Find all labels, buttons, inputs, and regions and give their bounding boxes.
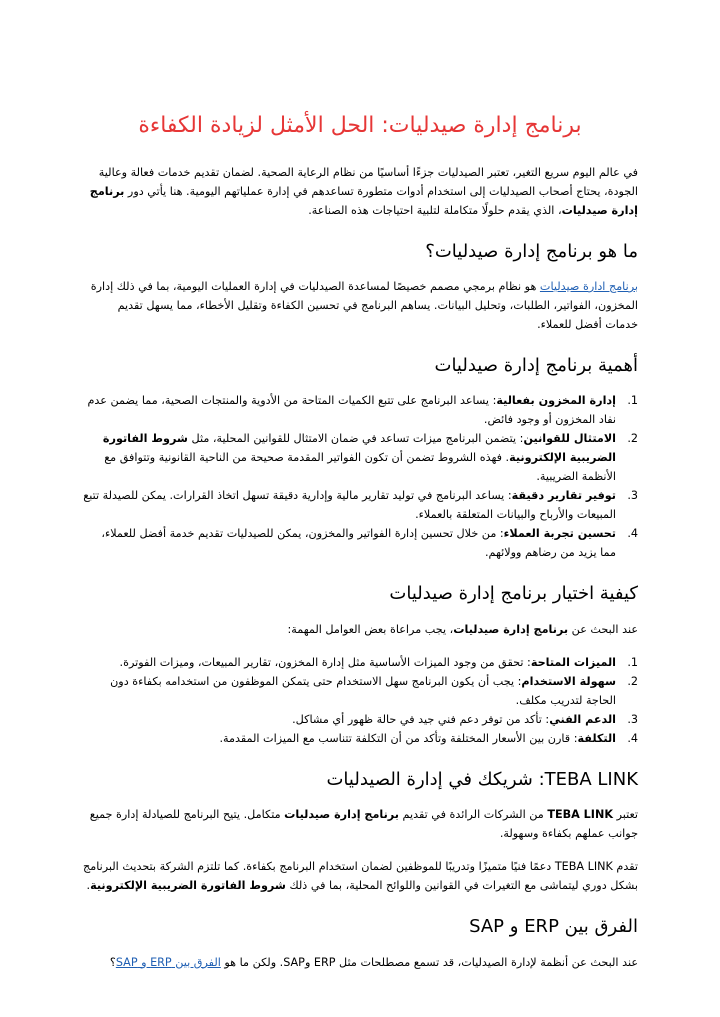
teba-text: تعتبر [616,808,638,822]
heading-teba-link: TEBA LINK: شريكك في إدارة الصيدليات [326,768,638,790]
list-number: 1. [627,394,638,408]
intro-bold-term: برنامج إدارة صيدليات [89,184,638,217]
erp-question-mark: ؟ [109,955,116,969]
heading-erp-vs-sap: الفرق بين ERP و SAP [469,916,638,938]
teba-brand-bold: TEBA LINK [547,808,613,822]
list-item [82,524,638,562]
importance-list [82,391,638,562]
list-item-bold: سهولة الاستخدام [521,674,616,688]
teba-text-end: . [86,879,91,893]
pharmacy-software-link[interactable]: برنامج ادارة صيدليات [539,279,638,293]
list-item [82,729,638,748]
list-item-text: : قارن بين الأسعار المختلفة وتأكد من أن التكلفة تتناسب مع الميزات المقدمة. [219,731,578,745]
choose-list [82,653,638,748]
list-item-bold: إدارة المخزون بفعالية [496,394,616,408]
heading-how-to-choose: كيفية اختيار برنامج إدارة صيدليات [389,583,638,605]
intro-text: في عالم اليوم سريع التغير، تعتبر الصيدليات جزءًا أساسيًا من نظام الرعاية الصحية. لضمان تقديم خدمات فعالة وعالية الجودة، يحتاج أصحاب الصيدليات إلى استخدام أدوات متطورة تساعدهم في إدارة عملياتهم اليومية. هنا يأتي دور [98,165,638,198]
list-number: 2. [627,674,638,688]
teba-paragraph-1 [82,805,638,843]
list-item-bold: تحسين تجربة العملاء [503,527,616,541]
document-title: برنامج إدارة صيدليات: الحل الأمثل لزيادة الكفاءة [138,113,582,138]
choose-intro [82,620,638,639]
list-item-bold: الامتثال للقوانين [523,432,616,446]
list-item [82,429,638,486]
teba-text: تقدم TEBA LINK دعمًا فنيًا متميزًا وتدريبًا للموظفين لضمان استخدام البرنامج بكفاءة. كما تلتزم الشركة بتحديث البرنامج بشكل دوري ليتماشى مع التغيرات في القوانين واللوائح المحلية، بما في ذلك [82,860,638,893]
list-item-text: : تأكد من توفر دعم فني جيد في حالة ظهور أي مشاكل. [292,712,550,726]
heading-importance: أهمية برنامج إدارة صيدليات [434,354,638,376]
choose-intro-text: عند البحث عن [571,622,638,636]
list-item-text: : يساعد البرنامج في توليد تقارير مالية وإدارية دقيقة تسهل اتخاذ القرارات. يمكن للصيدلة تتبع المبيعات والأرباح والبيانات المتعلقة بالعملاء. [83,489,616,522]
list-number: 4. [627,731,638,745]
what-is-paragraph [82,277,638,334]
list-number: 1. [627,655,638,669]
list-number: 3. [627,712,638,726]
list-item-text: : يساعد البرنامج على تتبع الكميات المتاحة من الأدوية والمنتجات الصحية، مما يضمن عدم نفاد المخزون أو وجود فائض. [87,394,616,427]
list-item-text-2: . فهذه الشروط تضمن أن تكون الفواتير المقدمة صحيحة من الناحية القانونية وتتوافق مع الأنظمة الضريبية. [104,451,616,484]
list-item-bold: الدعم الفني [549,712,616,726]
teba-paragraph-2 [82,857,638,895]
teba-product-bold: برنامج إدارة صيدليات [284,808,399,822]
list-item [82,391,638,429]
list-item [82,486,638,524]
list-number: 3. [627,489,638,503]
heading-what-is: ما هو برنامج إدارة صيدليات؟ [425,240,638,262]
list-item-text: : تحقق من وجود الميزات الأساسية مثل إدارة المخزون، تقارير المبيعات، وميزات الفوترة. [119,655,531,669]
teba-text: من الشركات الرائدة في تقديم [402,808,544,822]
teba-bold-term: شروط الفاتورة الضريبية الإلكترونية [90,879,286,893]
list-item-text: : يتضمن البرنامج ميزات تساعد في ضمان الامتثال للقوانين المحلية، مثل [191,432,524,446]
choose-intro-text-end: ، يجب مراعاة بعض العوامل المهمة: [287,622,454,636]
list-item-text: : من خلال تحسين إدارة الفواتير والمخزون، يمكن للصيدليات تقديم خدمة أفضل للعملاء، مما يزيد من رضاهم وولائهم. [101,527,616,560]
list-item-bold: توفير تقارير دقيقة [511,489,616,503]
list-item-bold-2: شروط الفاتورة الضريبية الإلكترونية [102,432,616,465]
list-item [82,710,638,729]
list-item [82,672,638,710]
erp-paragraph [82,953,638,972]
intro-paragraph [82,163,638,220]
list-number: 2. [627,432,638,446]
list-number: 4. [627,527,638,541]
list-item-bold: الميزات المتاحة [530,655,616,669]
erp-vs-sap-link[interactable]: الفرق بين ERP و SAP [115,955,221,969]
what-is-text: هو نظام برمجي مصمم خصيصًا لمساعدة الصيدليات في إدارة العمليات اليومية، بما في ذلك إدارة المخزون، الفواتير، الطلبات، وتحليل البيانات. يساهم البرنامج في تحسين الكفاءة وتقليل الأخطاء، مما يسهل تقديم خدمات أفضل للعملاء. [90,279,638,331]
list-item [82,653,638,672]
intro-text-end: ، الذي يقدم حلولًا متكاملة لتلبية احتياجات هذه الصناعة. [308,203,562,217]
erp-text: عند البحث عن أنظمة لإدارة الصيدليات، قد تسمع مصطلحات مثل ERP وSAP. ولكن ما هو [224,955,638,969]
choose-intro-bold: برنامج إدارة صيدليات [453,622,569,636]
list-item-bold: التكلفة [577,731,616,745]
list-item-text: : يجب أن يكون البرنامج سهل الاستخدام حتى يتمكن الموظفون من استخدامه بكفاءة دون الحاجة لتدريب مكلف. [110,674,616,707]
teba-text: متكامل. يتيح البرنامج للصيادلة إدارة جميع جوانب عملهم بكفاءة وسهولة. [89,808,638,841]
